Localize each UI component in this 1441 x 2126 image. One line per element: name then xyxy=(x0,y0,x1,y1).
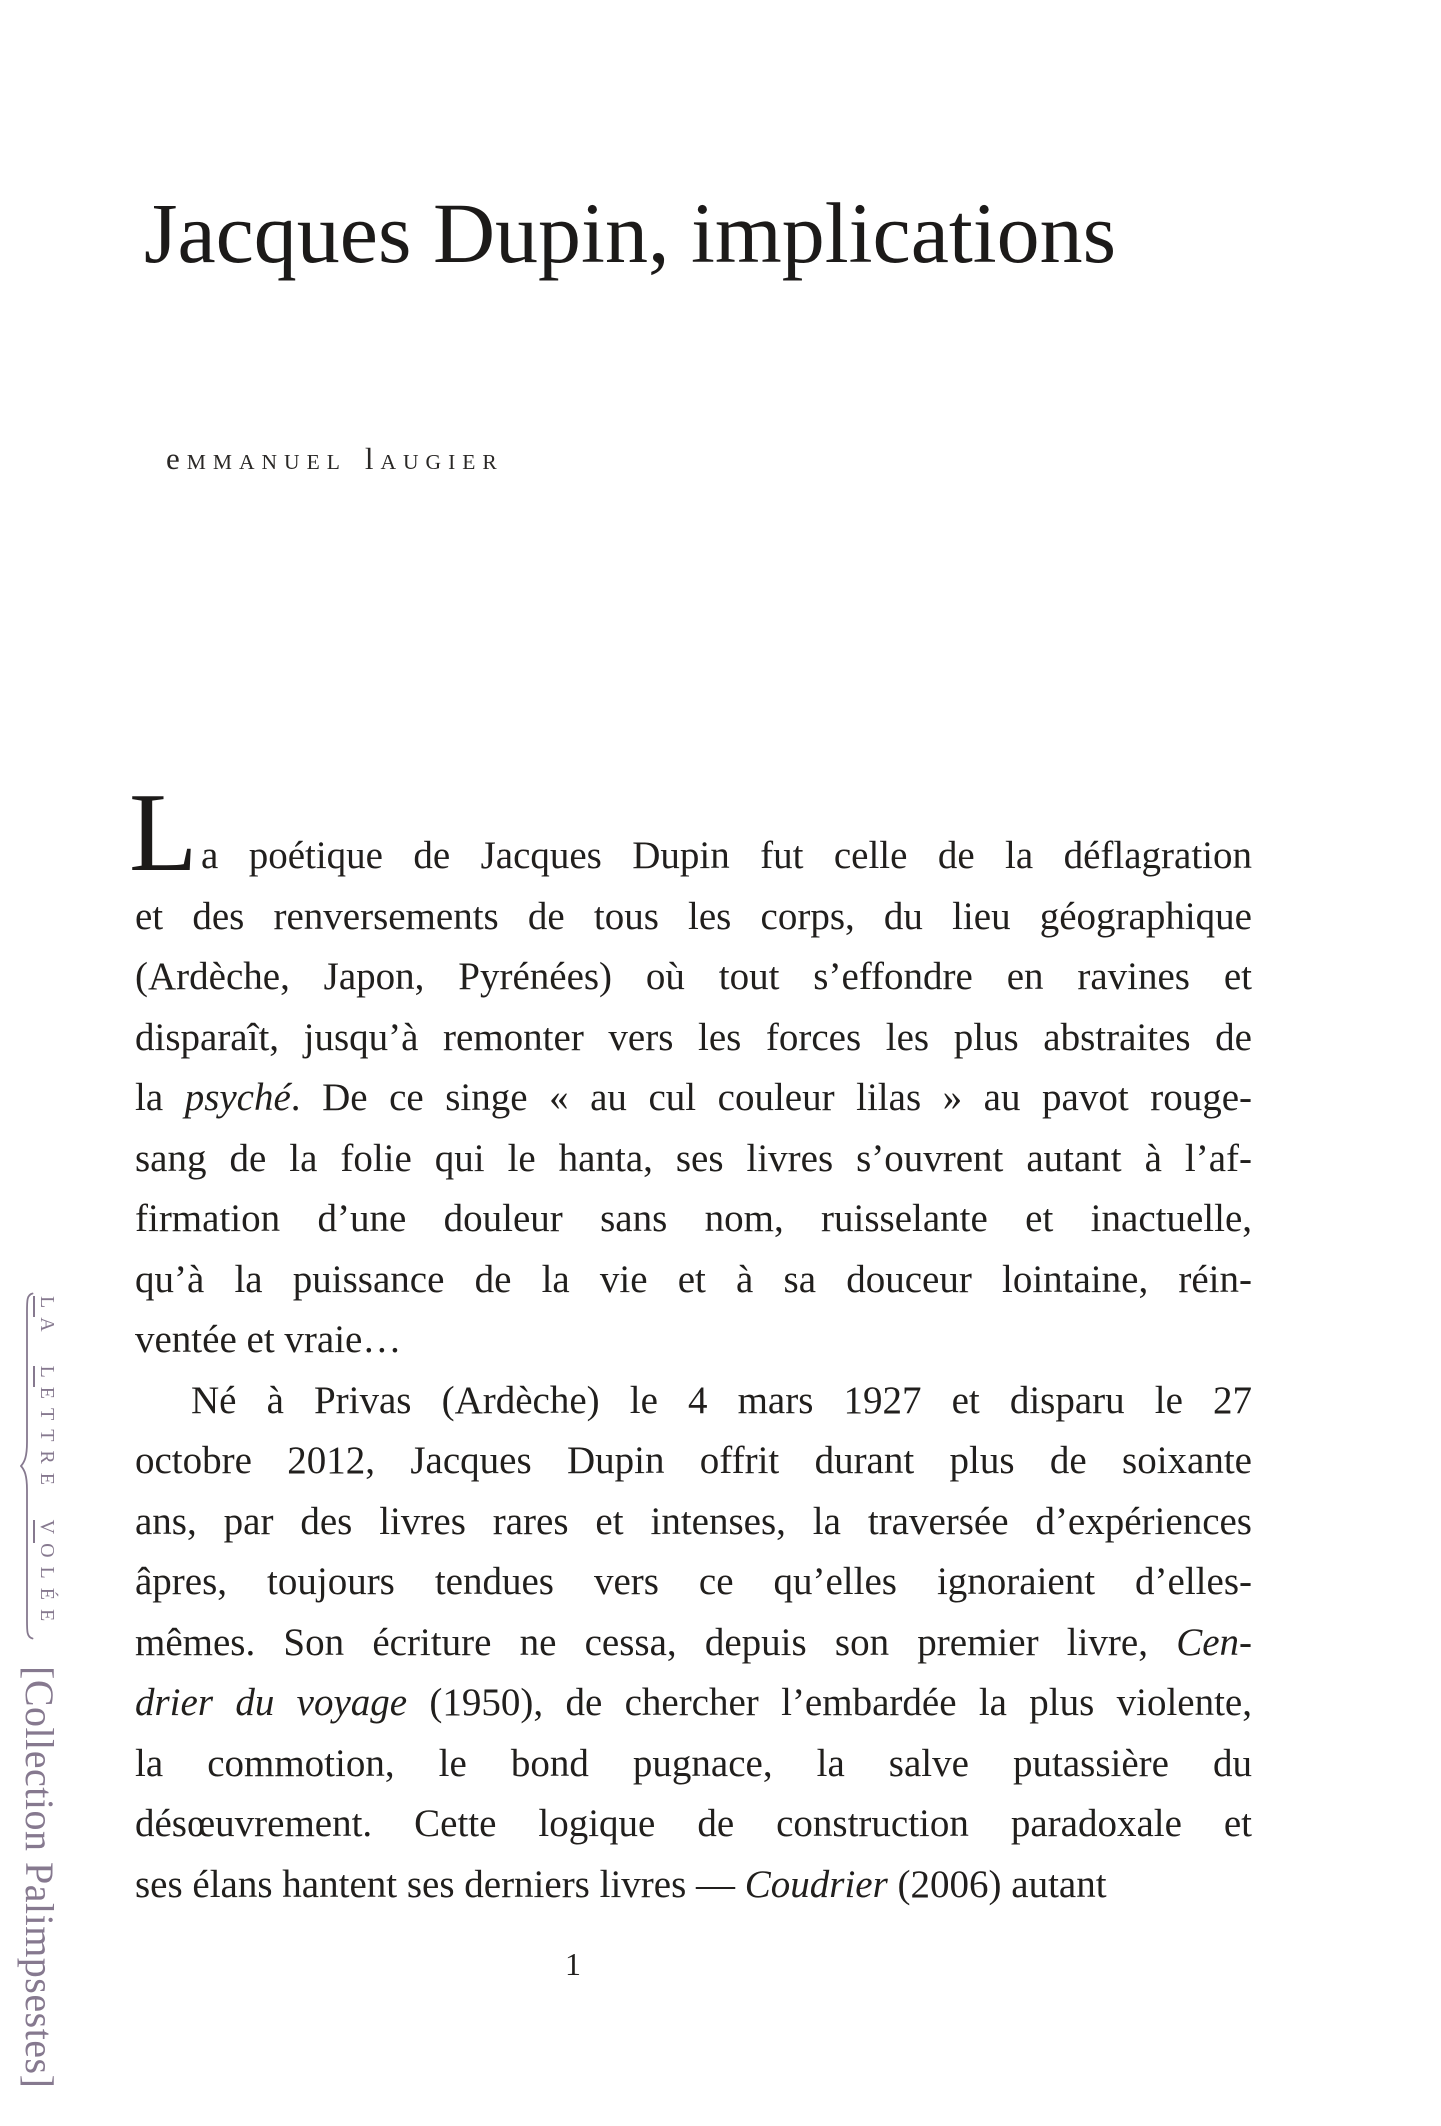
text-line: (Ardèche, Japon, Pyrénées) où tout s’effondre en ravines et xyxy=(135,955,1252,998)
text-line: ventée et vraie… xyxy=(135,1318,402,1361)
author-first-name: eMMANUEL xyxy=(166,441,347,476)
page-number: 1 xyxy=(565,1946,581,1982)
text-line: sang de la folie qui le hanta, ses livres s’ouvrent autant à l’af- xyxy=(135,1136,1252,1180)
italic-book-title: Coudrier xyxy=(744,1862,888,1906)
text-line: Né à Privas (Ardèche) le 4 mars 1927 et disparu le 27 xyxy=(191,1378,1252,1422)
text-line: mêmes. Son écriture ne cessa, depuis son premier livre, Cen- xyxy=(135,1620,1252,1664)
raised-initial-cap: L xyxy=(129,771,198,895)
italic-book-title: drier du voyage xyxy=(135,1681,408,1724)
text-line: drier du voyage (1950), de chercher l’embardée la plus violente, xyxy=(135,1681,1252,1724)
imprint-word: LETTRE xyxy=(33,1366,58,1494)
text-line: qu’à la puissance de la vie et à sa douceur lointaine, réin- xyxy=(135,1257,1252,1301)
text-line: la psyché. De ce singe « au cul couleur lilas » au pavot rouge- xyxy=(135,1076,1252,1119)
italic-term: psyché xyxy=(184,1076,291,1119)
italic-book-title: Cen- xyxy=(1176,1620,1252,1664)
text-line: octobre 2012, Jacques Dupin offrit durant plus de soixante xyxy=(135,1439,1252,1482)
publisher-imprint xyxy=(35,1296,58,1630)
author-name xyxy=(166,441,504,477)
imprint-word: VOLÉE xyxy=(33,1520,58,1631)
text-line: disparaît, jusqu’à remonter vers les forces les plus abstraites de xyxy=(135,1015,1252,1059)
article-body xyxy=(129,771,1252,1915)
text-line: et des renversements de tous les corps, du lieu géographique xyxy=(135,894,1252,938)
collection-name: [Collection Palimpsestes] xyxy=(17,1666,62,2089)
author-last-name: lAUGIER xyxy=(364,441,504,476)
text-line: ses élans hantent ses derniers livres — Coudrier (2006) autant xyxy=(135,1862,1107,1906)
page-title: Jacques Dupin, implications xyxy=(144,185,1117,281)
text-line: ans, par des livres rares et intenses, la traversée d’expériences xyxy=(135,1499,1252,1543)
text-line: âpres, toujours tendues vers ce qu’elles ignoraient d’elles- xyxy=(135,1560,1252,1603)
imprint-word: LA xyxy=(33,1296,58,1340)
text-line: a poétique de Jacques Dupin fut celle de la déflagration xyxy=(201,834,1252,877)
text-line: désœuvrement. Cette logique de construction paradoxale et xyxy=(135,1802,1252,1845)
brace-decoration xyxy=(20,1292,34,1640)
text-line: la commotion, le bond pugnace, la salve putassière du xyxy=(135,1741,1252,1785)
text-line: firmation d’une douleur sans nom, ruisselante et inactuelle, xyxy=(135,1197,1252,1240)
